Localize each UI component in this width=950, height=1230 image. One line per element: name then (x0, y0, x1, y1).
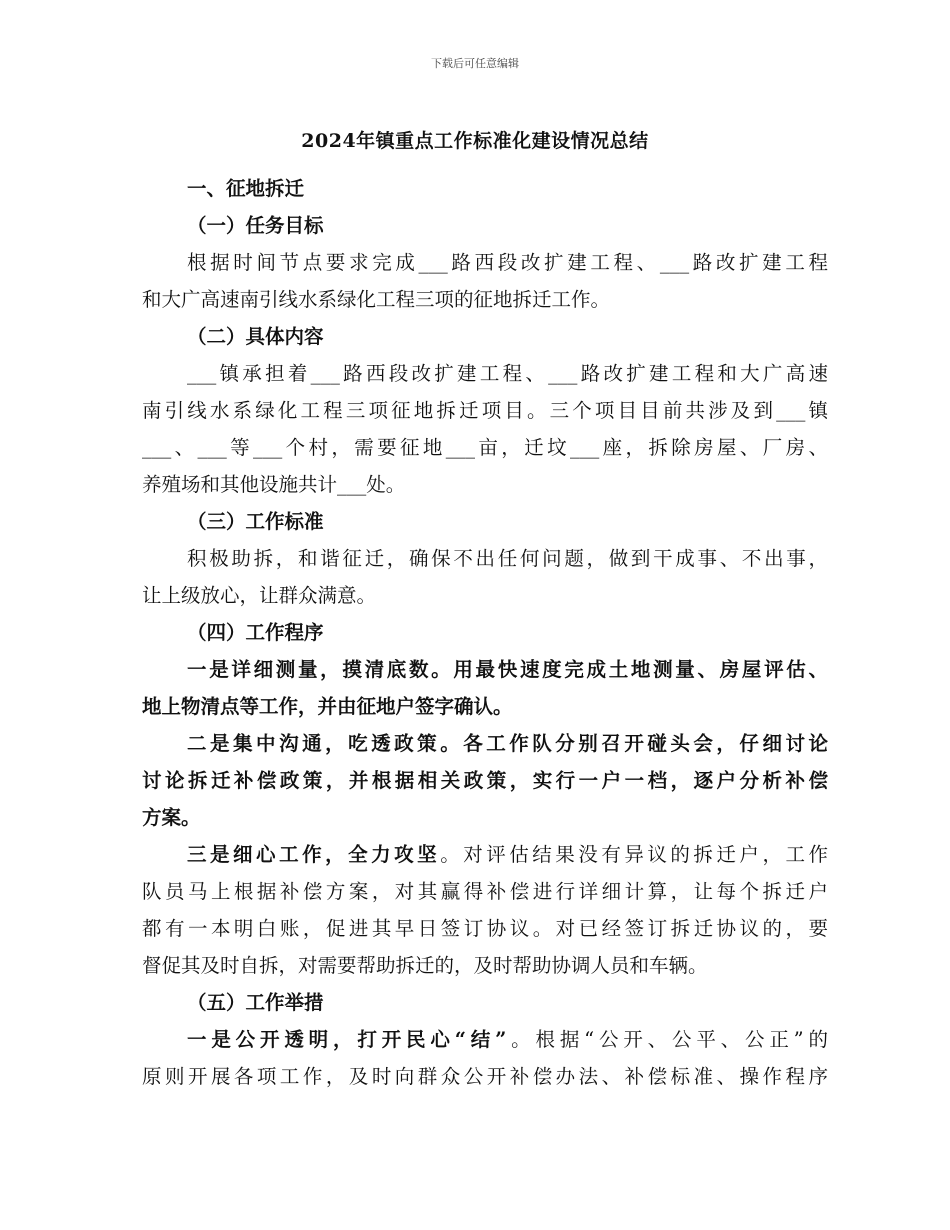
text-line: 根据时间节点要求完成___路西段改扩建工程、___路改扩建工程 (187, 251, 828, 274)
text-line: 都有一本明白账，促进其早日签订协议。对已经签订拆迁协议的，要 (142, 917, 828, 940)
text-line (142, 836, 828, 873)
text-line: 和大广高速南引线水系绿化工程三项的征地拆迁工作。 (142, 288, 611, 311)
paragraph (142, 355, 828, 503)
text-line: 讨论拆迁补偿政策，并根据相关政策，实行一户一档，逐户分析补偿 (142, 769, 828, 792)
paragraph (142, 1021, 828, 1095)
bold-lead: 三是细心工作，全力攻坚 (187, 843, 441, 866)
text-line: 督促其及时自拆，对需要帮助拆迁的，及时帮助协调人员和车辆。 (142, 954, 708, 977)
text-line: 让上级放心，让群众满意。 (142, 584, 377, 607)
subsection-heading: （三）工作标准 (187, 510, 324, 533)
subsection-heading: （五）工作举措 (187, 991, 324, 1014)
section-heading: 一、征地拆迁 (187, 177, 305, 200)
paragraph (142, 725, 828, 836)
subsection-heading: （一）任务目标 (187, 214, 324, 237)
text-line: ___镇承担着___路西段改扩建工程、___路改扩建工程和大广高速 (187, 362, 828, 385)
page-header: 下载后可任意编辑 (431, 57, 519, 70)
paragraph (142, 836, 828, 984)
paragraph (142, 540, 828, 614)
text-line: 二是集中沟通，吃透政策。各工作队分别召开碰头会，仔细讨论 (187, 732, 828, 755)
paragraph (142, 244, 828, 318)
text-line: 方案。 (142, 806, 201, 829)
text-line: 养殖场和其他设施共计___处。 (142, 473, 406, 496)
document-title: 2024年镇重点工作标准化建设情况总结 (301, 130, 649, 152)
text-line: 队员马上根据补偿方案，对其赢得补偿进行详细计算，让每个拆迁户 (142, 880, 828, 903)
subsection-heading: （四）工作程序 (187, 621, 324, 644)
text-line: 地上物清点等工作，并由征地户签字确认。 (142, 695, 513, 718)
bold-lead: 一是公开透明，打开民心“结” (187, 1028, 507, 1051)
text-line: 积极助拆，和谐征迁，确保不出任何问题，做到干成事、不出事， (187, 547, 828, 570)
text-run: 。根据“公开、公平、公正”的 (506, 1028, 828, 1051)
text-line: 原则开展各项工作，及时向群众公开补偿办法、补偿标准、操作程序 (142, 1065, 828, 1088)
text-line: 一是详细测量，摸清底数。用最快速度完成土地测量、房屋评估、 (187, 658, 828, 681)
text-run: 。对评估结果没有异议的拆迁户，工作 (440, 843, 828, 866)
document-body (142, 170, 828, 1095)
paragraph (142, 651, 828, 725)
text-line: ___、___等___个村，需要征地___亩，迁坟___座，拆除房屋、厂房、 (142, 436, 828, 459)
text-line: 南引线水系绿化工程三项征地拆迁项目。三个项目目前共涉及到___镇 (142, 399, 828, 422)
text-line (142, 1021, 828, 1058)
subsection-heading: （二）具体内容 (187, 325, 324, 348)
